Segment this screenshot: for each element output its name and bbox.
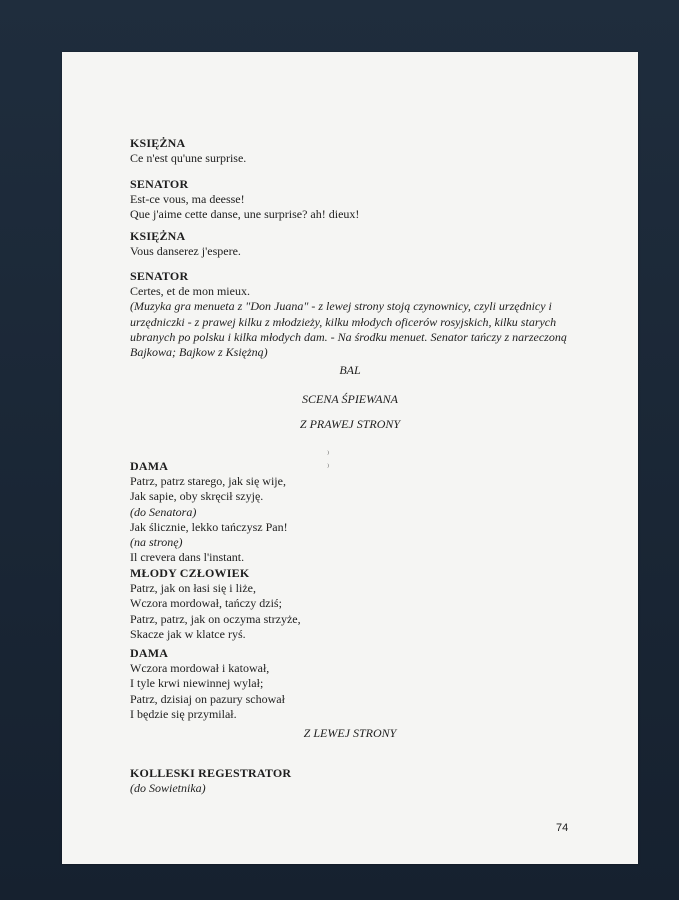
- scan-mark: ⁾: [327, 462, 330, 472]
- dialogue-line: Il crevera dans l'instant.: [130, 550, 245, 565]
- stage-direction-line: urzędniczki - z prawej kilku z młodzieży, kilku młodych oficerów rosyjskich, kilku starych: [130, 314, 557, 329]
- stage-direction-line: (na stronę): [130, 535, 183, 550]
- speaker-name: SENATOR: [130, 269, 189, 283]
- speaker-name: DAMA: [130, 646, 169, 660]
- heading-scena-spiewana: SCENA ŚPIEWANA: [302, 392, 398, 406]
- dialogue-line: Patrz, patrz, jak on oczyma strzyże,: [130, 611, 301, 626]
- scan-mark: ⁾: [327, 449, 330, 459]
- dialogue-line: Patrz, jak on łasi się i liże,: [130, 581, 256, 596]
- dialogue-line: Vous danserez j'espere.: [130, 244, 241, 259]
- stage-direction-line: ubranych po polsku i kilka młodych dam. - Na środku menuet. Senator tańczy z narzeczoną: [130, 329, 567, 344]
- dialogue-line: I będzie się przymilał.: [130, 706, 237, 721]
- dialogue-line: Wczora mordował i katował,: [130, 661, 270, 676]
- stage-direction-line: (do Senatora): [130, 504, 197, 519]
- stage-direction-line: (Muzyka gra menueta z "Don Juana" - z lewej strony stoją czynownicy, czyli urzędnicy i: [130, 299, 552, 314]
- dialogue-block: [130, 566, 590, 642]
- heading-bal: BAL: [339, 363, 361, 377]
- dialogue-line: Patrz, patrz starego, jak się wije,: [130, 474, 286, 489]
- speaker-name: KOLLESKI REGESTRATOR: [130, 766, 292, 780]
- speaker-name: MŁODY CZŁOWIEK: [130, 566, 250, 580]
- dialogue-block: [130, 229, 590, 259]
- dialogue-line: Patrz, dzisiaj on pazury schował: [130, 691, 285, 706]
- page-number: 74: [556, 822, 569, 834]
- dialogue-line: Skacze jak w klatce ryś.: [130, 626, 246, 641]
- document-page: [62, 52, 638, 864]
- speaker-name: KSIĘŻNA: [130, 136, 186, 150]
- dialogue-line: Jak ślicznie, lekko tańczysz Pan!: [130, 519, 288, 534]
- dialogue-block: [130, 269, 590, 360]
- stage-direction-line: Bajkowa; Bajkow z Księżną): [130, 345, 268, 360]
- dialogue-block: [130, 136, 590, 166]
- dialogue-block: [130, 459, 590, 565]
- dialogue-line: I tyle krwi niewinnej wylał;: [130, 676, 264, 691]
- speaker-name: SENATOR: [130, 177, 189, 191]
- dialogue-line: Ce n'est qu'une surprise.: [130, 151, 247, 166]
- dialogue-line: Est-ce vous, ma deesse!: [130, 192, 245, 207]
- dialogue-block: [130, 177, 590, 223]
- dialogue-block: [130, 766, 590, 796]
- dialogue-line: Certes, et de mon mieux.: [130, 284, 250, 299]
- dialogue-line: Que j'aime cette danse, une surprise? ah! dieux!: [130, 207, 360, 222]
- stage-direction-line: (do Sowietnika): [130, 781, 206, 796]
- dialogue-line: Jak sapie, oby skręcił szyję.: [130, 489, 264, 504]
- heading-z-lewej-strony: Z LEWEJ STRONY: [303, 726, 397, 740]
- speaker-name: DAMA: [130, 459, 169, 473]
- heading-z-prawej-strony: Z PRAWEJ STRONY: [299, 417, 401, 431]
- dialogue-block: [130, 646, 590, 722]
- speaker-name: KSIĘŻNA: [130, 229, 186, 243]
- dialogue-line: Wczora mordował, tańczy dziś;: [130, 596, 282, 611]
